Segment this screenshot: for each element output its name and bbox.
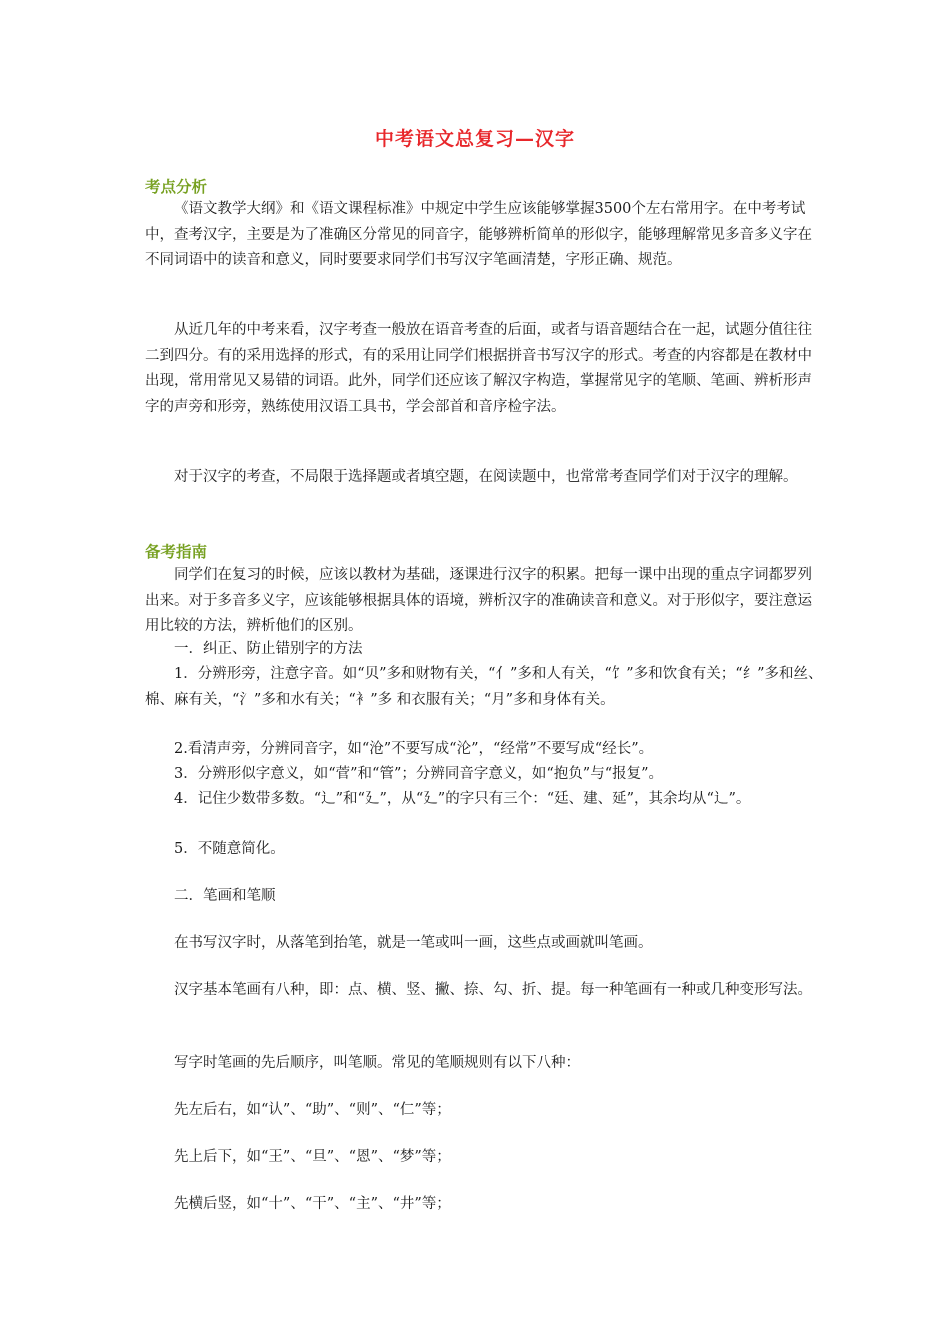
section-heading-guide: 备考指南 [145,543,208,561]
strokes-sentence-2: 汉字基本笔画有八种，即：点、横、竖、撇、捺、勾、折、提。每一种笔画有一种或几种变形写法。 [174,982,812,998]
analysis-paragraph-3: 对于汉字的考查，不局限于选择题或者填空题，在阅读题中，也常常考查同学们对于汉字的理解。 [174,469,798,485]
guide-subheading-2: 二．笔画和笔顺 [174,888,276,904]
guide-item-1: 1．分辨形旁，注意字音。如“贝”多和财物有关，“亻”多和人有关，“饣”多和饮食有关；“纟”多和丝、棉、麻有关，“氵”多和水有关；“衤”多 和衣服有关；“月”多和身体有关。 [145,666,823,708]
section-heading-analysis: 考点分析 [145,178,208,196]
guide-paragraph-1: 同学们在复习的时候，应该以教材为基础，逐课进行汉字的积累。把每一课中出现的重点字词都罗列出来。对于多音多义字，应该能够根据具体的语境，辨析汉字的准确读音和意义。对于形似字，要注意运用比较的方法，辨析他们的区别。 [145,567,812,634]
strokes-sentence-3: 写字时笔画的先后顺序，叫笔顺。常见的笔顺规则有以下八种： [174,1055,580,1071]
document-title: 中考语文总复习—汉字 [374,128,575,150]
strokes-sentence-1: 在书写汉字时，从落笔到抬笔，就是一笔或叫一画，这些点或画就叫笔画。 [174,935,653,951]
guide-item-2: 2.看清声旁，分辨同音字，如“沧”不要写成“沦”，“经常”不要写成“经长”。 [174,741,654,757]
stroke-rule-2: 先上后下，如“王”、“旦”、“恩”、“梦”等； [174,1149,451,1165]
guide-item-5: 5．不随意简化。 [174,841,285,857]
stroke-rule-1: 先左后右，如“认”、“助”、“则”、“仁”等； [174,1102,451,1118]
guide-item-4: 4．记住少数带多数。“辶”和“廴”，从“廴”的字只有三个：“廷、建、延”，其余均从“辶”。 [174,791,751,807]
analysis-paragraph-1: 《语文教学大纲》和《语文课程标准》中规定中学生应该能够掌握3500个左右常用字。在中考考试中，查考汉字，主要是为了准确区分常见的同音字，能够辨析简单的形似字，能够理解常见多音多义字在不同词语中的读音和意义，同时要要求同学们书写汉字笔画清楚，字形正确、规范。 [145,201,812,268]
guide-item-3: 3．分辨形似字意义，如“菅”和“管”；分辨同音字意义，如“抱负”与“报复”。 [174,766,664,782]
guide-subheading-1: 一．纠正、防止错别字的方法 [174,641,363,657]
analysis-paragraph-2: 从近几年的中考来看，汉字考查一般放在语音考查的后面，或者与语音题结合在一起，试题分值往往二到四分。有的采用选择的形式，有的采用让同学们根据拼音书写汉字的形式。考查的内容都是在教材中出现，常用常见又易错的词语。此外，同学们还应该了解汉字构造，掌握常见字的笔顺、笔画、辨析形声字的声旁和形旁，熟练使用汉语工具书，学会部首和音序检字法。 [145,322,812,415]
stroke-rule-3: 先横后竖，如“十”、“干”、“主”、“井”等； [174,1196,451,1212]
